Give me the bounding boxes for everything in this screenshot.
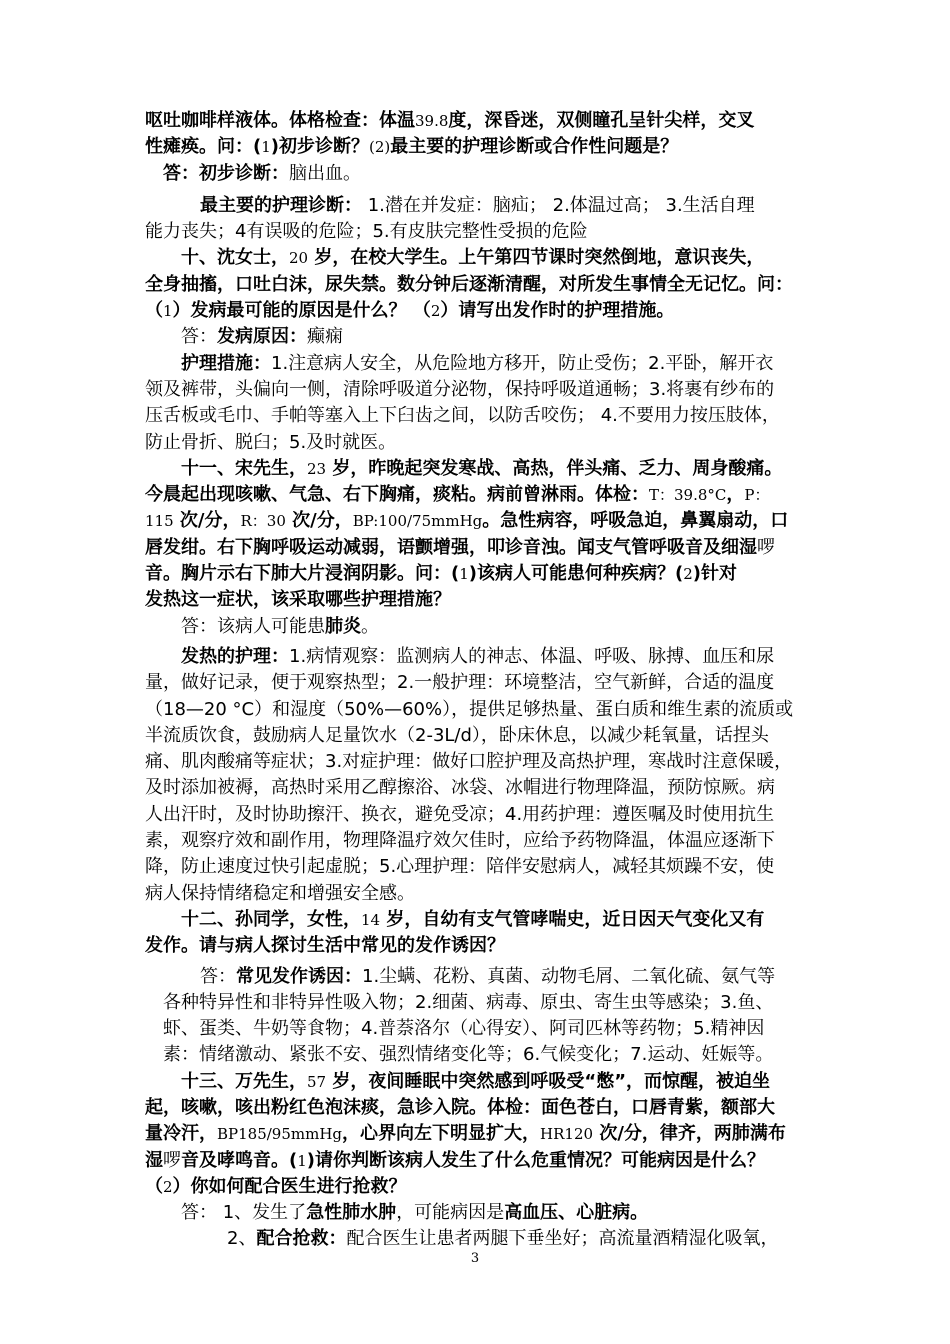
text-run: ）请写出发作时的护理措施。 [440,300,675,322]
text-run: 次/分， [285,510,353,532]
text-run: 14 [361,910,381,929]
text-run: )该病人可能患何种疾病？( [468,563,684,585]
text-run: 十三、万先生， [181,1070,307,1092]
text-line [145,670,810,696]
text-run: 次/分，律齐，两肺满布 [593,1123,786,1145]
document-body [145,108,810,1253]
text-run: 啰 [757,536,775,558]
text-run: 1.病情观察：监测病人的神志、体温、呼吸、脉搏、血压和尿 [289,645,775,667]
text-run: 23 [307,459,327,478]
text-run: R：30 [240,512,286,531]
text-line [145,298,810,324]
text-run: 护理措施： [181,352,271,374]
text-run: (2) [369,138,391,157]
text-run: 发热这一症状，该采取哪些护理措施？ [145,589,451,611]
text-run: 音及哮鸣音。( [181,1149,298,1171]
text-line [145,324,810,350]
text-line [145,245,810,271]
text-run: )初步诊断？ [270,136,370,158]
text-run: 最主要的护理诊断或合作性问题是？ [390,136,679,158]
text-run: 配合抢救： [256,1228,347,1250]
text-line [145,1095,810,1121]
text-run: 性瘫痪。问：( [145,136,262,158]
text-run: 素，观察疗效和副作用，物理降温疗效欠佳时，应给予药物降温，体温应逐渐下 [145,830,775,852]
text-line [145,161,810,187]
text-run: 啰 [163,1149,181,1171]
text-line [145,644,810,670]
text-run: 1.尘螨、花粉、真菌、动物毛屑、二氧化硫、氨气等 [362,965,776,987]
text-line [145,272,810,298]
text-run: （18—20 °C）和湿度（50%—60%），提供足够热量、蛋白质和维生素的流质或 [145,698,794,720]
text-run: 音。胸片示右下肺大片浸润阴影。问：( [145,563,460,585]
text-run: 57 [307,1072,327,1091]
text-line [145,775,810,801]
text-line [145,134,810,160]
text-run: 虾、蛋类、牛奶等食物；4.普萘洛尔（心得安）、阿司匹林等药物；5.精神因 [163,1018,765,1040]
text-run: 癫痫 [307,326,343,348]
text-line [145,1200,810,1226]
text-run: 。急性病容，呼吸急迫，鼻翼扇动，口 [482,510,789,532]
text-run: 素：情绪激动、紧张不安、强烈情绪变化等；6.气候变化；7.运动、妊娠等。 [163,1044,774,1066]
text-line [145,614,810,640]
text-run: 答：该病人可能患 [181,615,325,637]
text-line [145,1174,810,1200]
text-run: 起，咳嗽，咳出粉红色泡沫痰，急诊入院。体检：面色苍白，口唇青紫，额部大 [145,1096,775,1118]
text-run: 降，防止速度过快引起虚脱；5.心理护理：陪伴安慰病人，减轻其烦躁不安，使 [145,856,775,878]
text-run: BP185/95mmHg [217,1125,343,1144]
text-run: 发作。请与病人探讨生活中常见的发作诱因？ [145,935,505,957]
text-run: )针对 [692,563,738,585]
text-run: 肺炎 [325,615,361,637]
text-run: 最主要的护理诊断： [200,194,362,216]
text-run: 2、 [227,1228,257,1250]
text-run: 常见发作诱因： [236,965,362,987]
text-run: 岁，夜间睡眠中突然感到呼吸受“憋”，而惊醒，被迫坐 [326,1070,771,1092]
text-run: 半流质饮食，鼓励病人足量饮水（2-3L/d），卧床休息，以减少耗氧量，话捏头 [145,724,769,746]
text-run: 1 [261,138,271,157]
text-line [145,219,810,245]
text-line [145,482,810,508]
text-line [145,535,810,561]
text-run: 1 [459,565,469,584]
text-run: 1 [297,1151,307,1170]
text-run: 发病原因： [217,326,307,348]
text-line [145,1148,810,1174]
text-run: ）你如何配合医生进行抢救？ [172,1175,407,1197]
text-line [145,828,810,854]
text-line [145,193,810,219]
text-run: 答： [181,326,217,348]
text-run: 量冷汗， [145,1123,217,1145]
text-run: 病人保持情绪稳定和增强安全感。 [145,882,415,904]
text-run: 痛、肌肉酸痛等症状；3.对症护理：做好口腔护理及高热护理，寒战时注意保暖， [145,751,793,773]
text-run: 岁，昨晚起突发寒战、高热，伴头痛、乏力、周身酸痛。 [326,457,783,479]
text-run: 2 [683,565,693,584]
text-run: 呕吐咖啡样液体。体格检查：体温 [145,110,415,131]
text-run: 发热的护理： [181,645,289,667]
text-run: 度，深昏迷，双侧瞳孔呈针尖样，交叉 [448,110,755,131]
text-run: 1.注意病人安全，从危险地方移开，防止受伤；2.平卧，解开衣 [271,352,774,374]
text-run: 领及裤带，头偏向一侧，清除呼吸道分泌物，保持呼吸道通畅；3.将裹有纱布的 [145,378,775,400]
text-run: )请你判断该病人发生了什么危重情况？可能病因是什么？ [306,1149,766,1171]
text-line [145,561,810,587]
text-run: 各种特异性和非特异性吸入物；2.细菌、病毒、原虫、寄生虫等感染；3.鱼、 [163,991,774,1013]
text-line [145,881,810,907]
text-run: 今晨起出现咳嗽、气急、右下胸痛，痰粘。病前曾淋雨。体检： [145,484,649,506]
text-line [145,377,810,403]
text-run: 次/分， [173,510,241,532]
text-run: 答：初步诊断： [163,162,289,184]
text-line [145,587,810,613]
text-run: 2 [430,302,441,321]
text-run: 压舌板或毛巾、手帕等塞入上下臼齿之间，以防舌咬伤； 4.不要用力按压肢体， [145,405,780,427]
text-line [145,1226,810,1252]
text-line [145,697,810,723]
text-line [145,508,810,534]
text-line [145,430,810,456]
text-line [145,964,810,990]
text-run: （ [145,1175,163,1197]
text-run: 岁，在校大学生。上午第四节课时突然倒地，意识丧失， [308,247,765,269]
text-run: 岁，自幼有支气管哮喘史，近日因天气变化又有 [380,908,765,930]
text-run: 十二、孙同学，女性， [181,908,361,930]
text-run: 高血压、心脏病。 [504,1202,649,1224]
text-line [145,749,810,775]
text-line [145,351,810,377]
page-number: 3 [470,1251,480,1266]
text-run: 防止骨折、脱臼；5.及时就医。 [145,431,397,453]
text-run: 十一、宋先生， [181,457,307,479]
text-run: BP:100/75mmHg [352,512,483,531]
text-line [145,1042,810,1068]
text-line [145,990,810,1016]
text-run: T：39.8°C [649,486,727,505]
text-run: 急性肺水肿 [306,1202,397,1224]
text-run: 配合医生让患者两腿下垂坐好；高流量酒精湿化吸氧， [346,1228,779,1250]
text-run: 唇发绀。右下胸呼吸运动减弱，语颤增强，叩诊音浊。闻支气管呼吸音及细湿 [145,536,757,558]
text-line [145,1069,810,1095]
text-line [145,933,810,959]
text-line [145,854,810,880]
text-run: HR120 [540,1125,594,1144]
text-run: 1.潜在并发症：脑疝； 2.体温过高； 3.生活自理 [362,194,755,216]
text-run: ，心界向左下明显扩大， [342,1123,541,1145]
text-run: 20 [289,249,309,268]
text-run: 全身抽搐，口吐白沫，尿失禁。数分钟后逐渐清醒，对所发生事情全无记忆。问： [145,273,793,295]
text-line [145,723,810,749]
text-run: 答： 1、发生了 [181,1202,307,1224]
text-line [145,108,810,134]
text-run: 答： [200,965,236,987]
text-run: 湿 [145,1149,163,1171]
text-run: 十、沈女士， [181,247,289,269]
text-line [145,802,810,828]
text-run: 脑出血。 [289,162,361,184]
text-line [145,1016,810,1042]
text-run: 39.8 [415,112,449,130]
text-run: （ [145,300,163,322]
text-line [145,403,810,429]
text-run: 能力丧失；4有误吸的危险；5.有皮肤完整性受损的危险 [145,221,588,243]
text-run: 人出汗时，及时协助擦汗、换衣，避免受凉；4.用药护理：遵医嘱及时使用抗生 [145,803,775,825]
text-line [145,456,810,482]
text-run: 115 [145,512,174,531]
text-run: ，可能病因是 [396,1202,505,1224]
text-run: 2 [163,1177,173,1196]
text-line [145,907,810,933]
text-run: 及时添加被褥，高热时采用乙醇擦浴、冰袋、冰帽进行物理降温，预防惊厥。病 [145,777,775,799]
text-line [145,1121,810,1147]
text-run: ， [726,484,745,506]
text-run: 。 [361,615,379,637]
text-run: 1 [163,302,173,321]
text-run: P： [744,486,770,505]
text-run: 量，做好记录，便于观察热型；2.一般护理：环境整洁，空气新鲜，合适的温度 [145,672,775,694]
text-run: ）发病最可能的原因是什么？ （ [172,300,431,322]
